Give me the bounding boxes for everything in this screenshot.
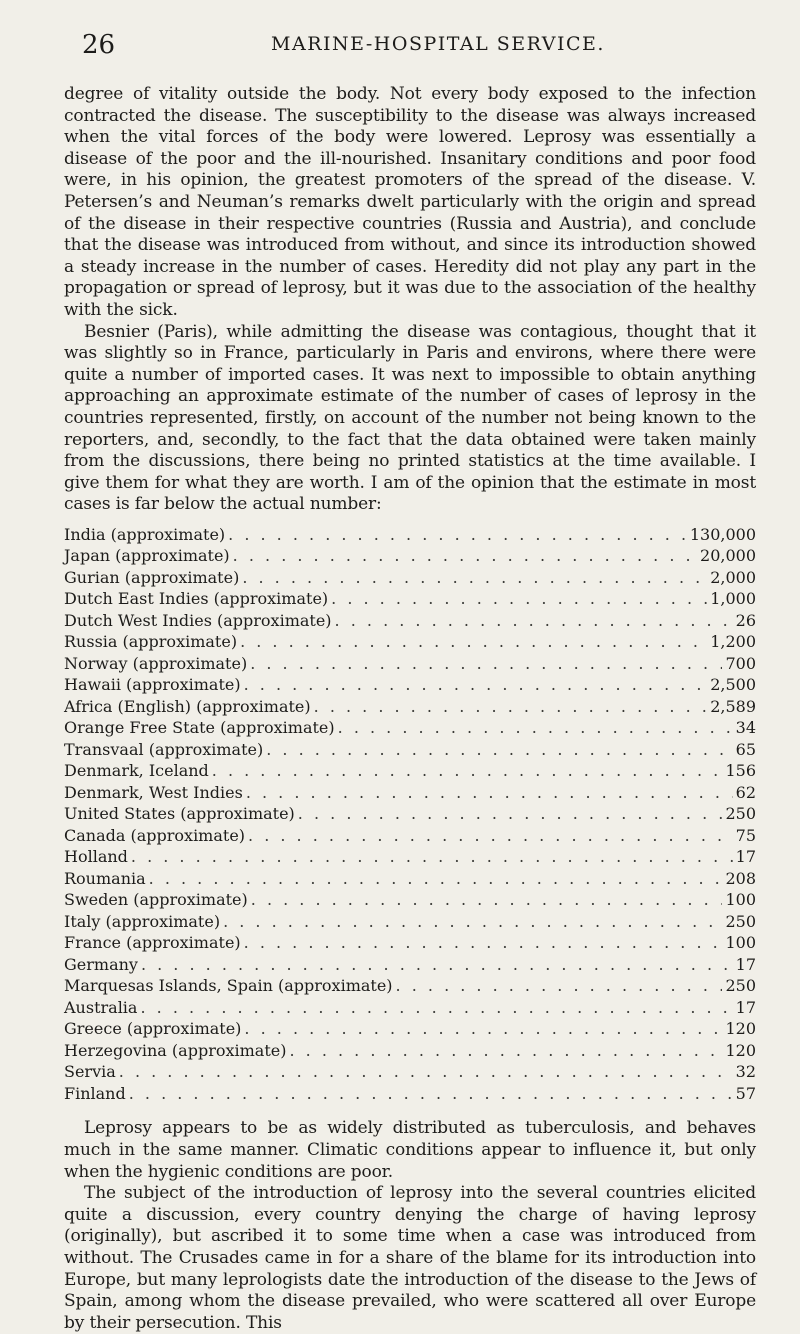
country-name: Orange Free State (approximate): [64, 718, 335, 738]
case-count: 1,200: [710, 632, 756, 652]
case-count: 130,000: [689, 524, 756, 544]
country-name: Sweden (approximate): [64, 890, 248, 910]
country-name: Roumania: [64, 868, 146, 888]
leprosy-cases-table: [64, 524, 756, 1105]
dot-leader: [223, 911, 722, 933]
dot-leader: [244, 1018, 722, 1040]
table-row: [64, 1061, 756, 1083]
case-count: 65: [735, 739, 756, 759]
table-row: [64, 954, 756, 976]
case-count: 26: [735, 610, 756, 630]
country-name: Australia: [64, 997, 138, 1017]
dot-leader: [244, 674, 708, 696]
dot-leader: [248, 825, 733, 847]
case-count: 100: [725, 890, 756, 910]
case-count: 208: [725, 868, 756, 888]
dot-leader: [212, 760, 723, 782]
dot-leader: [228, 524, 687, 546]
dot-leader: [246, 782, 733, 804]
dot-leader: [250, 653, 722, 675]
country-name: Dutch East Indies (approximate): [64, 589, 329, 609]
country-name: Denmark, West Indies: [64, 782, 243, 802]
dot-leader: [129, 1083, 733, 1105]
dot-leader: [240, 631, 707, 653]
table-row: [64, 997, 756, 1019]
country-name: Holland: [64, 847, 128, 867]
table-row: [64, 674, 756, 696]
body-paragraph: The subject of the introduction of leprosy into the several countries elicited quite a discussion, every country denying the charge of having leprosy (originally), but ascribed it to some time when a case was introduced from without. The Crusades came in for a share of the blame for its introduction into Europe, but many leprologists date the introduction of the disease to the Jews of Spain, among whom the disease prevailed, who were scattered all over Europe by their persecution. This: [64, 1183, 756, 1333]
running-title: MARINE-HOSPITAL SERVICE.: [271, 33, 605, 55]
page-number: 26: [82, 30, 116, 60]
dot-leader: [289, 1040, 722, 1062]
dot-leader: [131, 846, 733, 868]
country-name: Norway (approximate): [64, 653, 248, 673]
document-page: [64, 32, 756, 1334]
table-row: [64, 1040, 756, 1062]
country-name: Finland: [64, 1083, 126, 1103]
table-row: [64, 610, 756, 632]
country-name: Servia: [64, 1062, 116, 1082]
body-paragraph: degree of vitality outside the body. Not every body exposed to the infection contracted the disease. The susceptibility to the disease was always increased when the vital forces of the body were lowered. Leprosy was essentially a disease of the poor and the ill-nourished. Insanitary conditions and poor food were, in his opinion, the greatest promoters of the spread of the disease. V. Petersen’s and Neuman’s remarks dwelt particularly with the origin and spread of the disease in their respective countries (Russia and Austria), and conclude that the disease was introduced from without, and since its introduction showed a steady increase in the number of cases. Heredity did not play any part in the propagation or spread of leprosy, but it was due to the association of the healthy with the sick.: [64, 84, 756, 320]
case-count: 156: [725, 761, 756, 781]
case-count: 17: [735, 847, 756, 867]
dot-leader: [298, 803, 723, 825]
country-name: Japan (approximate): [64, 546, 230, 566]
country-name: Italy (approximate): [64, 911, 221, 931]
dot-leader: [338, 717, 733, 739]
case-count: 62: [735, 782, 756, 802]
country-name: Marquesas Islands, Spain (approximate): [64, 976, 393, 996]
table-row: [64, 782, 756, 804]
table-row: [64, 588, 756, 610]
case-count: 17: [735, 954, 756, 974]
page-header: [64, 32, 756, 72]
case-count: 2,000: [710, 567, 756, 587]
case-count: 700: [725, 653, 756, 673]
dot-leader: [396, 975, 723, 997]
country-name: Canada (approximate): [64, 825, 246, 845]
table-row: [64, 911, 756, 933]
dot-leader: [335, 610, 733, 632]
country-name: United States (approximate): [64, 804, 295, 824]
dot-leader: [119, 1061, 733, 1083]
case-count: 120: [725, 1040, 756, 1060]
dot-leader: [251, 889, 723, 911]
dot-leader: [149, 868, 723, 890]
case-count: 32: [735, 1062, 756, 1082]
case-count: 20,000: [700, 546, 756, 566]
country-name: Russia (approximate): [64, 632, 238, 652]
table-row: [64, 567, 756, 589]
country-name: Herzegovina (approximate): [64, 1040, 287, 1060]
country-name: Hawaii (approximate): [64, 675, 241, 695]
country-name: Denmark, Iceland: [64, 761, 209, 781]
dot-leader: [141, 954, 733, 976]
dot-leader: [314, 696, 708, 718]
case-count: 75: [735, 825, 756, 845]
dot-leader: [233, 545, 697, 567]
table-row: [64, 1083, 756, 1105]
body-paragraph: Leprosy appears to be as widely distributed as tuberculosis, and behaves much in the same manner. Climatic conditions appear to influence it, but only when the hygienic conditions are poor.: [64, 1118, 756, 1182]
dot-leader: [140, 997, 732, 1019]
dot-leader: [242, 567, 707, 589]
table-row: [64, 846, 756, 868]
case-count: 250: [725, 804, 756, 824]
case-count: 34: [735, 718, 756, 738]
case-count: 120: [725, 1019, 756, 1039]
country-name: Dutch West Indies (approximate): [64, 610, 332, 630]
table-row: [64, 739, 756, 761]
table-row: [64, 932, 756, 954]
table-row: [64, 868, 756, 890]
dot-leader: [244, 932, 723, 954]
case-count: 250: [725, 976, 756, 996]
case-count: 2,500: [710, 675, 756, 695]
case-count: 17: [735, 997, 756, 1017]
table-row: [64, 825, 756, 847]
table-row: [64, 653, 756, 675]
table-row: [64, 545, 756, 567]
table-row: [64, 889, 756, 911]
table-row: [64, 1018, 756, 1040]
case-count: 2,589: [710, 696, 756, 716]
table-row: [64, 524, 756, 546]
country-name: Germany: [64, 954, 138, 974]
case-count: 57: [735, 1083, 756, 1103]
case-count: 1,000: [710, 589, 756, 609]
country-name: India (approximate): [64, 524, 226, 544]
table-row: [64, 717, 756, 739]
dot-leader: [266, 739, 732, 761]
case-count: 250: [725, 911, 756, 931]
country-name: France (approximate): [64, 933, 241, 953]
country-name: Africa (English) (approximate): [64, 696, 311, 716]
table-row: [64, 760, 756, 782]
table-row: [64, 631, 756, 653]
country-name: Greece (approximate): [64, 1019, 242, 1039]
dot-leader: [331, 588, 707, 610]
table-row: [64, 696, 756, 718]
case-count: 100: [725, 933, 756, 953]
country-name: Transvaal (approximate): [64, 739, 264, 759]
body-paragraph: Besnier (Paris), while admitting the disease was contagious, thought that it was slightly so in France, particularly in Paris and environs, where there were quite a number of imported cases. It was next to impossible to obtain anything approaching an approximate estimate of the number of cases of leprosy in the countries represented, firstly, on account of the number not being known to the reporters, and, secondly, to the fact that the data obtained were taken mainly from the discussions, there being no printed statistics at the time available. I give them for what they are worth. I am of the opinion that the estimate in most cases is far below the actual number:: [64, 321, 756, 515]
country-name: Gurian (approximate): [64, 567, 240, 587]
table-row: [64, 803, 756, 825]
table-row: [64, 975, 756, 997]
